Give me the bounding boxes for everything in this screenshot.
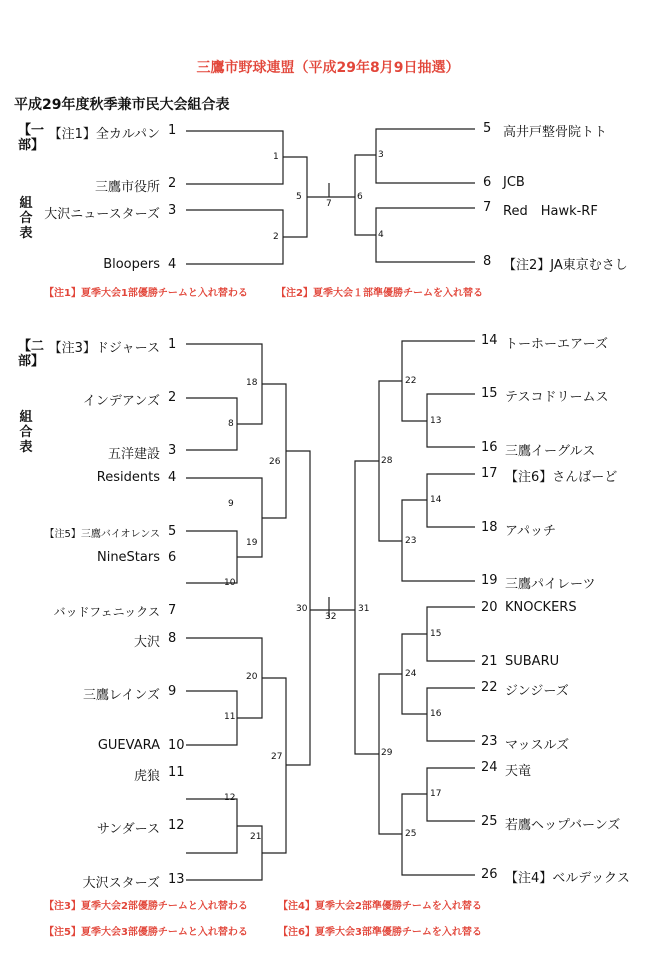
- team-name: アパッチ: [505, 524, 556, 539]
- note: 【注2】夏季大会１部準優勝チームを入れ替る: [276, 288, 483, 299]
- division1-label-sub: 組合表: [19, 196, 33, 241]
- game-number: 18: [246, 378, 258, 388]
- team-name: 【注4】ベルデックス: [505, 871, 630, 886]
- team-name: 三鷹イーグルス: [505, 444, 596, 459]
- team-seed: 21: [481, 654, 498, 669]
- game-number: 19: [246, 538, 258, 548]
- team-seed: 26: [481, 867, 498, 882]
- team-seed: 18: [481, 520, 498, 535]
- team-seed: 16: [481, 440, 498, 455]
- game-number: 29: [381, 748, 393, 758]
- team-name: GUEVARA: [97, 738, 160, 753]
- game-number: 9: [228, 499, 234, 509]
- game-number: 10: [224, 578, 236, 588]
- note: 【注3】夏季大会2部優勝チームと入れ替わる: [44, 901, 248, 912]
- team-seed: 5: [168, 524, 177, 539]
- game-number: 7: [326, 199, 332, 209]
- team-name: 大沢スターズ: [82, 876, 160, 891]
- game-number: 14: [430, 495, 442, 505]
- game-number: 24: [405, 669, 417, 679]
- team-name: 虎狼: [133, 769, 160, 784]
- team-name: 天竜: [505, 764, 532, 779]
- team-name: トーホーエアーズ: [505, 337, 608, 352]
- team-seed: 7: [168, 603, 177, 618]
- team-seed: 4: [168, 257, 177, 272]
- team-name: マッスルズ: [505, 738, 570, 753]
- game-number: 31: [358, 604, 370, 614]
- division2-label-sub: 組合表: [19, 410, 33, 455]
- game-number: 13: [430, 416, 442, 426]
- team-seed: 6: [483, 175, 492, 190]
- team-name: 【注1】全カルパン: [48, 127, 160, 142]
- game-number: 23: [405, 536, 417, 546]
- game-number: 3: [378, 150, 384, 160]
- game-number: 21: [250, 832, 262, 842]
- team-name: NineStars: [96, 550, 160, 565]
- game-number: 2: [273, 232, 279, 242]
- team-seed: 3: [168, 443, 177, 458]
- team-seed: 9: [168, 684, 177, 699]
- team-seed: 25: [481, 814, 498, 829]
- division1-label: 【一部】: [18, 123, 45, 153]
- note: 【注6】夏季大会3部準優勝チームを入れ替る: [278, 927, 482, 938]
- team-name: テスコドリームス: [505, 390, 609, 405]
- team-seed: 2: [168, 176, 177, 191]
- bracket-subtitle: 平成29年度秋季兼市民大会組合表: [14, 97, 230, 113]
- team-seed: 11: [168, 765, 185, 780]
- game-number: 17: [430, 789, 442, 799]
- team-name: 高井戸整骨院トト: [503, 125, 608, 140]
- team-name: 【注2】JA東京むさし: [503, 258, 628, 273]
- game-number: 30: [296, 604, 308, 614]
- team-seed: 6: [168, 550, 177, 565]
- game-number: 27: [271, 752, 283, 762]
- division2-label: 【二部】: [18, 339, 45, 369]
- team-name: 【注5】三鷹バイオレンス: [44, 529, 160, 540]
- team-name: バッドフェニックス: [53, 605, 160, 619]
- team-name: SUBARU: [505, 654, 560, 669]
- team-name: JCB: [503, 175, 525, 190]
- team-seed: 19: [481, 573, 498, 588]
- team-name: 若鷹ヘップバーンズ: [505, 818, 621, 833]
- team-seed: 7: [483, 200, 492, 215]
- team-seed: 1: [168, 337, 177, 352]
- team-seed: 10: [168, 738, 185, 753]
- game-number: 4: [378, 230, 384, 240]
- team-name: ジンジーズ: [505, 684, 569, 699]
- team-seed: 23: [481, 734, 498, 749]
- team-seed: 24: [481, 760, 498, 775]
- game-number: 22: [405, 376, 417, 386]
- team-seed: 20: [481, 600, 498, 615]
- note: 【注5】夏季大会3部優勝チームと入れ替わる: [44, 927, 248, 938]
- team-seed: 17: [481, 466, 498, 481]
- game-number: 26: [269, 457, 281, 467]
- team-seed: 3: [168, 203, 177, 218]
- team-seed: 15: [481, 386, 498, 401]
- note: 【注1】夏季大会1部優勝チームと入れ替わる: [44, 288, 248, 299]
- team-name: KNOCKERS: [505, 600, 577, 615]
- team-seed: 14: [481, 333, 498, 348]
- game-number: 20: [246, 672, 258, 682]
- game-number: 32: [325, 612, 337, 622]
- game-number: 28: [381, 456, 393, 466]
- team-seed: 1: [168, 123, 177, 138]
- page-title: 三鷹市野球連盟（平成29年8月9日抽選）: [196, 60, 460, 76]
- game-number: 11: [224, 712, 236, 722]
- team-name: インデアンズ: [82, 394, 160, 409]
- game-number: 16: [430, 709, 442, 719]
- team-name: 三鷹市役所: [94, 180, 160, 195]
- team-seed: 22: [481, 680, 498, 695]
- team-seed: 5: [483, 121, 492, 136]
- team-name: Red Hawk-RF: [503, 204, 598, 219]
- team-name: 【注3】ドジャース: [48, 341, 160, 356]
- team-seed: 13: [168, 872, 185, 887]
- game-number: 15: [430, 629, 442, 639]
- team-seed: 8: [168, 631, 177, 646]
- game-number: 6: [357, 192, 363, 202]
- game-number: 12: [224, 793, 236, 803]
- team-name: Bloopers: [103, 257, 160, 272]
- team-name: 三鷹レインズ: [83, 688, 160, 703]
- note: 【注4】夏季大会2部準優勝チームを入れ替る: [278, 901, 482, 912]
- team-name: 三鷹パイレーツ: [505, 577, 596, 592]
- team-name: 大沢: [133, 635, 160, 650]
- game-number: 8: [228, 419, 234, 429]
- team-name: サンダース: [96, 822, 160, 837]
- game-number: 5: [296, 192, 302, 202]
- game-number: 1: [273, 152, 279, 162]
- team-name: 大沢ニュースターズ: [44, 207, 160, 222]
- team-seed: 12: [168, 818, 185, 833]
- team-seed: 8: [483, 254, 492, 269]
- game-number: 25: [405, 829, 417, 839]
- team-seed: 4: [168, 470, 177, 485]
- team-name: 五洋建設: [107, 447, 160, 462]
- team-name: 【注6】さんばーど: [505, 470, 618, 485]
- team-seed: 2: [168, 390, 177, 405]
- team-name: Residents: [96, 470, 160, 485]
